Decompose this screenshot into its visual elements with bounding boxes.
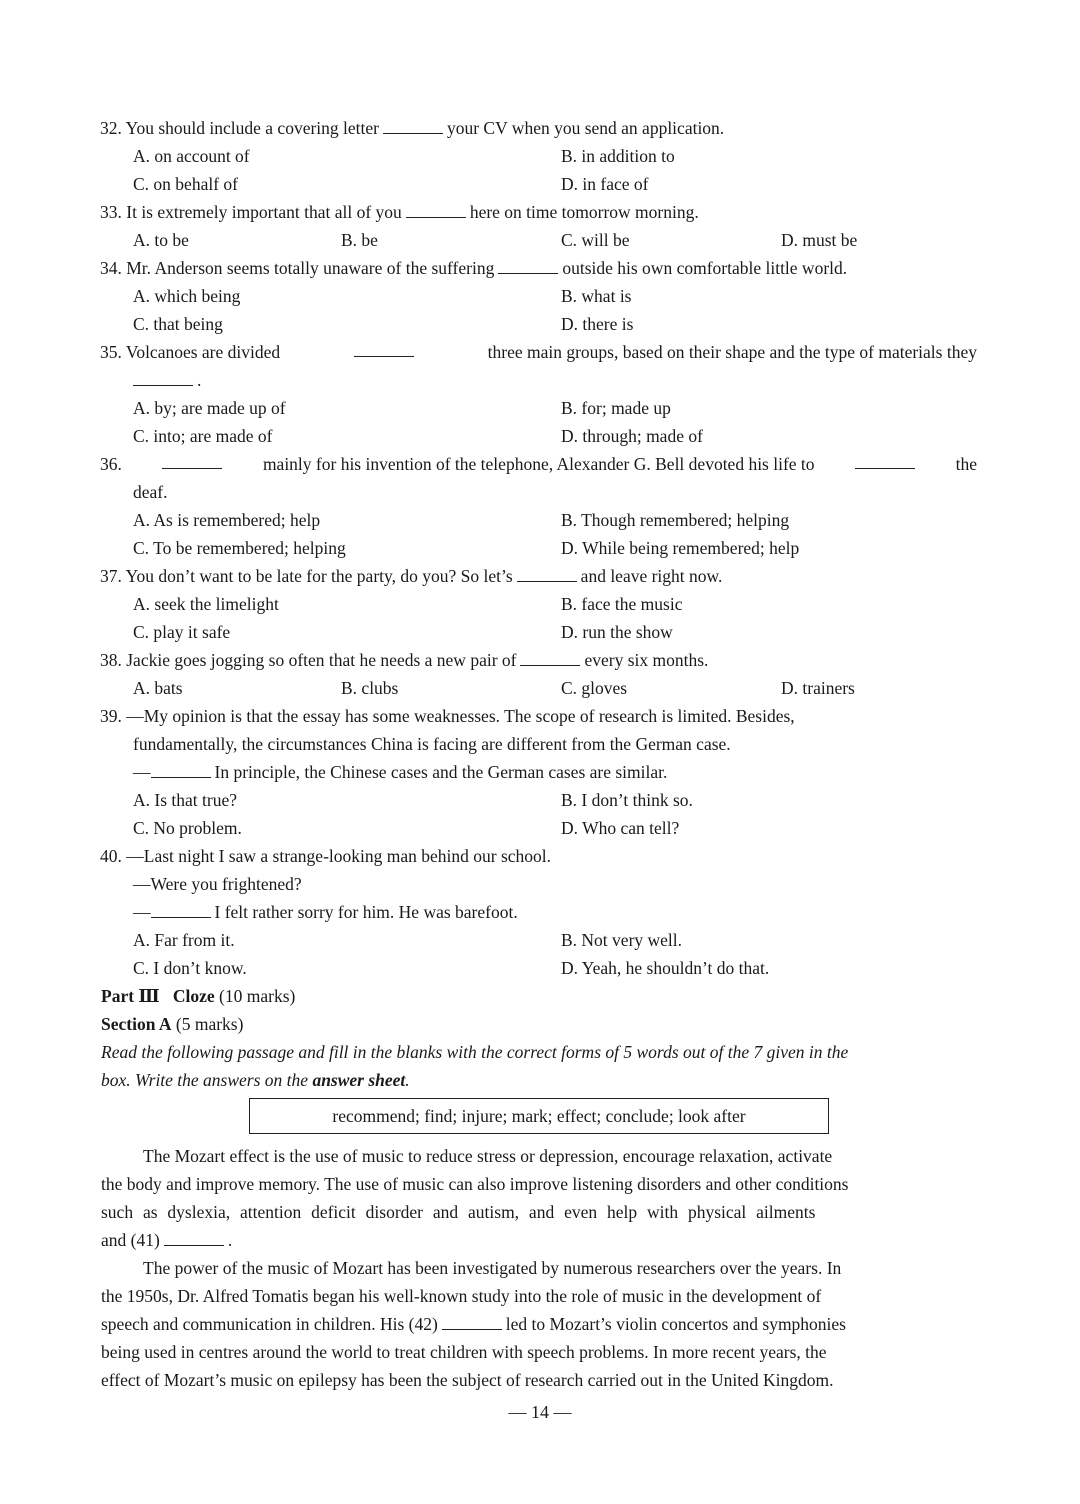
q36-stem-part3: the — [955, 454, 977, 474]
q40-reply-text: I felt rather sorry for him. He was barefoot. — [214, 902, 518, 922]
q36-option-a: A. As is remembered; help — [133, 510, 321, 530]
q40-dash: — — [133, 902, 151, 922]
q37-option-d: D. run the show — [561, 622, 673, 642]
q32-option-c: C. on behalf of — [133, 174, 238, 194]
section-a-label: Section A — [101, 1014, 172, 1034]
q32-stem-part1: 32. You should include a covering letter — [100, 118, 379, 138]
q39-stem-cont: fundamentally, the circumstances China is facing are different from the German case. — [133, 734, 731, 754]
q37-option-c: C. play it safe — [133, 622, 231, 642]
passage-p2-line-5: effect of Mozart’s music on epilepsy has been the subject of research carried out in the United Kingdom. — [101, 1370, 834, 1390]
blank-42-label: speech and communication in children. His (42) — [101, 1314, 438, 1334]
q38-option-c: C. gloves — [561, 678, 628, 698]
q39-option-d: D. Who can tell? — [561, 818, 680, 838]
q33-option-c: C. will be — [561, 230, 630, 250]
q38-stem-part1: 38. Jackie goes jogging so often that he needs a new pair of — [100, 650, 517, 670]
passage-p2-line-1: The power of the music of Mozart has been investigated by numerous researchers over the years. In — [143, 1258, 842, 1278]
q38-option-d: D. trainers — [781, 678, 855, 698]
question-36-stem — [100, 450, 977, 478]
q39-option-b: B. I don’t think so. — [561, 790, 693, 810]
q33-option-a: A. to be — [133, 230, 189, 250]
question-40-stem: 40. —Last night I saw a strange-looking man behind our school. — [100, 846, 552, 866]
part-3-title: Cloze — [172, 986, 215, 1006]
passage-p1-line-3: such as dyslexia, attention deficit disorder and autism, and even help with physical ailments — [101, 1202, 816, 1222]
q39-reply — [133, 758, 667, 786]
q35-blank-2 — [133, 367, 193, 386]
question-32-stem — [100, 114, 724, 142]
page-number: — 14 — — [508, 1402, 572, 1422]
q33-option-d: D. must be — [781, 230, 858, 250]
q39-reply-text: In principle, the Chinese cases and the German cases are similar. — [214, 762, 668, 782]
question-35-stem-cont — [133, 366, 201, 394]
q34-stem-part2: outside his own comfortable little world. — [562, 258, 848, 278]
part-3-marks: (10 marks) — [219, 986, 296, 1006]
q32-option-d: D. in face of — [561, 174, 649, 194]
blank-42 — [442, 1311, 502, 1330]
q37-option-a: A. seek the limelight — [133, 594, 279, 614]
q32-option-a: A. on account of — [133, 146, 250, 166]
q38-option-b: B. clubs — [341, 678, 399, 698]
word-box: recommend; find; injure; mark; effect; conclude; look after — [249, 1098, 829, 1134]
q36-blank-1 — [162, 450, 222, 469]
q33-stem-part2: here on time tomorrow morning. — [469, 202, 699, 222]
q36-option-b: B. Though remembered; helping — [561, 510, 790, 530]
q36-stem-part2: mainly for his invention of the telephone, Alexander G. Bell devoted his life to — [262, 454, 815, 474]
passage-p2-line-4: being used in centres around the world to treat children with speech problems. In more recent years, the — [101, 1342, 827, 1362]
passage-text: The Mozart effect is the use of music to reduce stress or depression, encourage relaxation, activate — [143, 1146, 833, 1166]
q36-stem-part1: 36. — [100, 454, 122, 474]
q32-stem-part2: your CV when you send an application. — [446, 118, 725, 138]
part-3-label: Part Ⅲ — [101, 986, 160, 1006]
passage-p2-line-3-cont: led to Mozart’s violin concertos and symphonies — [505, 1314, 846, 1334]
part-3-heading — [101, 982, 295, 1010]
q35-stem-part1: 35. Volcanoes are divided — [100, 342, 281, 362]
q39-stem-part1: 39. —My opinion is that the essay has some weaknesses. The scope of research is limited. Besides, — [100, 706, 795, 726]
q36-stem-cont: deaf. — [133, 482, 168, 502]
q34-option-a: A. which being — [133, 286, 241, 306]
passage-p2-line-3 — [101, 1310, 846, 1338]
instructions-end: . — [405, 1070, 410, 1090]
q39-option-a: A. Is that true? — [133, 790, 237, 810]
q40-option-d: D. Yeah, he shouldn’t do that. — [561, 958, 770, 978]
q35-stem-part3: . — [197, 370, 202, 390]
q34-option-b: B. what is — [561, 286, 632, 306]
q39-dash: — — [133, 762, 151, 782]
q33-option-b: B. be — [341, 230, 378, 250]
instructions-line-1: Read the following passage and fill in the blanks with the correct forms of 5 words out of the 7 given in the — [101, 1042, 849, 1062]
instructions-bold: answer sheet — [312, 1070, 406, 1090]
q40-line-2: —Were you frightened? — [133, 874, 302, 894]
question-35-stem — [100, 338, 977, 366]
q34-option-d: D. there is — [561, 314, 634, 334]
q34-stem-part1: 34. Mr. Anderson seems totally unaware of the suffering — [100, 258, 495, 278]
q40-option-b: B. Not very well. — [561, 930, 683, 950]
q37-stem-part2: and leave right now. — [580, 566, 723, 586]
q33-stem-part1: 33. It is extremely important that all of you — [100, 202, 402, 222]
passage-p1-line-4 — [101, 1226, 232, 1254]
instructions-line-2 — [101, 1066, 410, 1094]
q38-stem-part2: every six months. — [584, 650, 709, 670]
passage-p1-end: . — [227, 1230, 233, 1250]
passage-p1-line-2: the body and improve memory. The use of music can also improve listening disorders and other conditions — [101, 1174, 849, 1194]
blank-41 — [164, 1227, 224, 1246]
q35-option-d: D. through; made of — [561, 426, 703, 446]
q34-blank — [498, 255, 558, 274]
question-38-stem — [100, 646, 708, 674]
q39-option-c: C. No problem. — [133, 818, 242, 838]
q37-blank — [517, 563, 577, 582]
section-a-heading — [101, 1010, 243, 1038]
q37-stem-part1: 37. You don’t want to be late for the party, do you? So let’s — [100, 566, 513, 586]
question-39-stem — [100, 702, 975, 730]
q34-option-c: C. that being — [133, 314, 223, 334]
passage-p2-line-2: the 1950s, Dr. Alfred Tomatis began his well-known study into the role of music in the development of — [101, 1286, 822, 1306]
question-34-stem — [100, 254, 847, 282]
q36-option-c: C. To be remembered; helping — [133, 538, 346, 558]
question-37-stem — [100, 562, 722, 590]
q32-blank — [383, 115, 443, 134]
q38-option-a: A. bats — [133, 678, 183, 698]
q36-blank-2 — [855, 450, 915, 469]
instructions-text: box. Write the answers on the — [101, 1070, 309, 1090]
q38-blank — [520, 647, 580, 666]
q33-blank — [406, 199, 466, 218]
q40-reply — [133, 898, 518, 926]
section-a-marks: (5 marks) — [175, 1014, 244, 1034]
q37-option-b: B. face the music — [561, 594, 683, 614]
question-33-stem — [100, 198, 699, 226]
q35-option-c: C. into; are made of — [133, 426, 273, 446]
q40-option-c: C. I don’t know. — [133, 958, 247, 978]
q32-option-b: B. in addition to — [561, 146, 675, 166]
q40-option-a: A. Far from it. — [133, 930, 235, 950]
q40-blank — [151, 899, 211, 918]
blank-41-label: and (41) — [101, 1230, 160, 1250]
q36-option-d: D. While being remembered; help — [561, 538, 800, 558]
q35-blank-1 — [354, 338, 414, 357]
q39-blank — [151, 759, 211, 778]
passage-p1-line-1 — [143, 1142, 977, 1170]
q35-option-b: B. for; made up — [561, 398, 671, 418]
q35-option-a: A. by; are made up of — [133, 398, 286, 418]
q35-stem-part2: three main groups, based on their shape and the type of materials they — [487, 342, 977, 362]
